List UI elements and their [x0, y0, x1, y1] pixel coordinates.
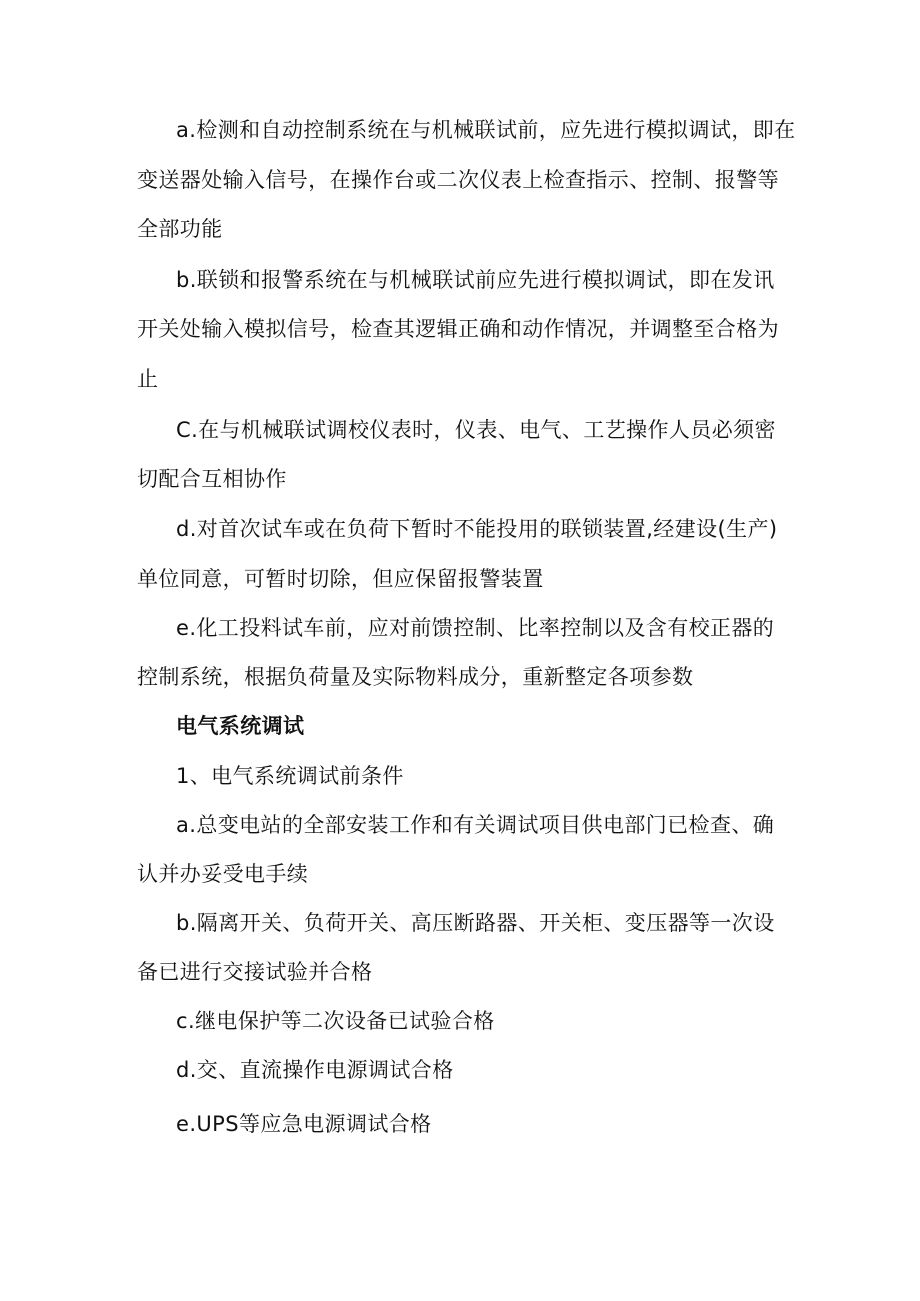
section-heading: 电气系统调试: [176, 714, 305, 738]
paragraph-b-line-2: 开关处输入模拟信号，检查其逻辑正确和动作情况，并调整至合格为: [137, 317, 779, 341]
paragraph-a-line-2: 变送器处输入信号，在操作台或二次仪表上检查指示、控制、报警等: [137, 168, 779, 192]
electrical-a-line-1: a.总变电站的全部安装工作和有关调试项目供电部门已检查、确: [176, 813, 775, 837]
subsection-title: 1、电气系统调试前条件: [176, 764, 404, 788]
paragraph-a-line-1: a.检测和自动控制系统在与机械联试前，应先进行模拟调试，即在: [176, 118, 796, 142]
electrical-d-line-1: d.交、直流操作电源调试合格: [176, 1058, 454, 1082]
electrical-e-line-1: e.UPS等应急电源调试合格: [176, 1112, 432, 1136]
paragraph-c-line-1: C.在与机械联试调校仪表时，仪表、电气、工艺操作人员必须密: [176, 418, 776, 442]
paragraph-a-line-3: 全部功能: [137, 217, 223, 241]
paragraph-d-line-1: d.对首次试车或在负荷下暂时不能投用的联锁装置,经建设(生产): [176, 517, 778, 541]
paragraph-d-line-2: 单位同意，可暂时切除，但应保留报警装置: [137, 567, 544, 591]
electrical-c-line-1: c.继电保护等二次设备已试验合格: [176, 1009, 495, 1033]
electrical-b-line-2: 备已进行交接试验并合格: [137, 960, 373, 984]
paragraph-b-line-3: 止: [137, 367, 159, 391]
electrical-b-line-1: b.隔离开关、负荷开关、高压断路器、开关柜、变压器等一次设: [176, 911, 775, 935]
paragraph-e-line-1: e.化工投料试车前，应对前馈控制、比率控制以及含有校正器的: [176, 616, 775, 640]
paragraph-e-line-2: 控制系统，根据负荷量及实际物料成分，重新整定各项参数: [137, 665, 694, 689]
electrical-a-line-2: 认并办妥受电手续: [137, 862, 309, 886]
paragraph-b-line-1: b.联锁和报警系统在与机械联试前应先进行模拟调试，即在发讯: [176, 268, 775, 292]
paragraph-c-line-2: 切配合互相协作: [137, 467, 287, 491]
